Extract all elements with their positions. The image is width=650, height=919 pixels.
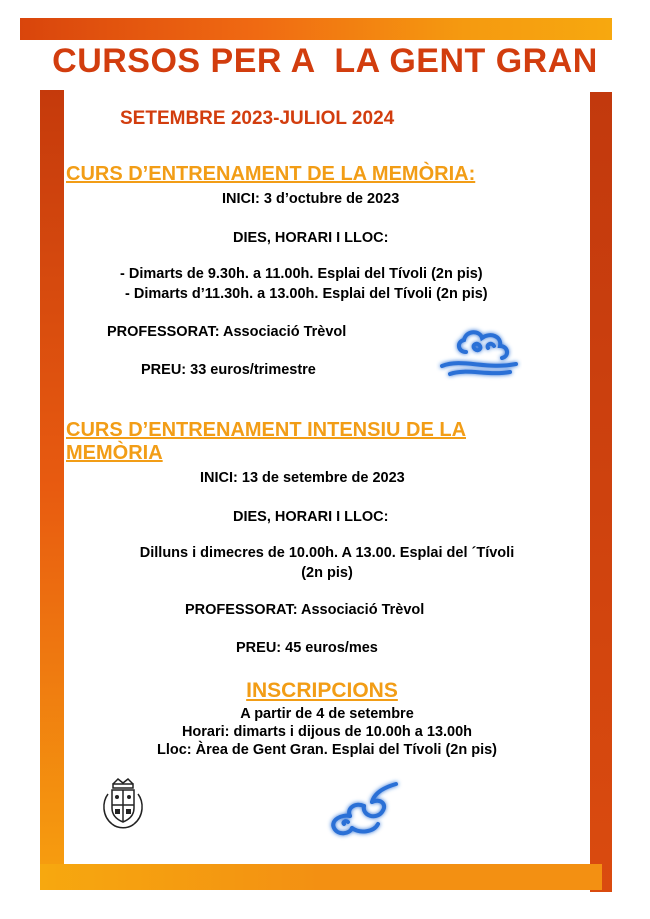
course2-session-line2: (2n pis): [301, 565, 353, 581]
left-decorative-bar: [40, 90, 64, 888]
registration-title: INSCRIPCIONS: [246, 679, 398, 702]
registration-hours: Horari: dimarts i dijous de 10.00h a 13.00h: [181, 724, 473, 740]
course2-title-line1: CURS D’ENTRENAMENT INTENSIU DE LA: [66, 419, 467, 441]
period-subtitle: SETEMBRE 2023-JULIOL 2024: [120, 108, 395, 129]
cloud-swirl-icon: [436, 318, 522, 382]
coat-of-arms-icon: [98, 776, 148, 832]
registration-from: A partir de 4 de setembre: [240, 706, 414, 722]
course1-start: INICI: 3 d’octubre de 2023: [222, 191, 400, 207]
course2-schedule-heading: DIES, HORARI I LLOC:: [233, 509, 389, 525]
course2-teachers: PROFESSORAT: Associació Trèvol: [185, 602, 425, 618]
course2-price: PREU: 45 euros/mes: [236, 640, 378, 656]
course1-price: PREU: 33 euros/trimestre: [141, 362, 316, 378]
poster-title: CURSOS PER A LA GENT GRAN: [52, 42, 598, 80]
course2-session-line1: Dilluns i dimecres de 10.00h. A 13.00. Esplai del ´Tívoli: [139, 545, 515, 561]
cloud-swirl-icon: [316, 776, 406, 842]
course1-teachers: PROFESSORAT: Associació Trèvol: [107, 324, 347, 340]
course1-session-2: - Dimarts d’11.30h. a 13.00h. Esplai del Tívoli (2n pis): [125, 286, 488, 302]
registration-place: Lloc: Àrea de Gent Gran. Esplai del Tívoli (2n pis): [156, 742, 497, 758]
course1-schedule-heading: DIES, HORARI I LLOC:: [233, 230, 389, 246]
bottom-decorative-bar: [40, 864, 602, 890]
course2-start: INICI: 13 de setembre de 2023: [200, 470, 405, 486]
top-decorative-bar: [20, 18, 612, 40]
right-decorative-bar: [590, 92, 612, 892]
course1-title: CURS D’ENTRENAMENT DE LA MEMÒRIA:: [66, 163, 476, 185]
course2-title-line2: MEMÒRIA: [66, 442, 163, 464]
course1-session-1: - Dimarts de 9.30h. a 11.00h. Esplai del Tívoli (2n pis): [120, 266, 483, 282]
